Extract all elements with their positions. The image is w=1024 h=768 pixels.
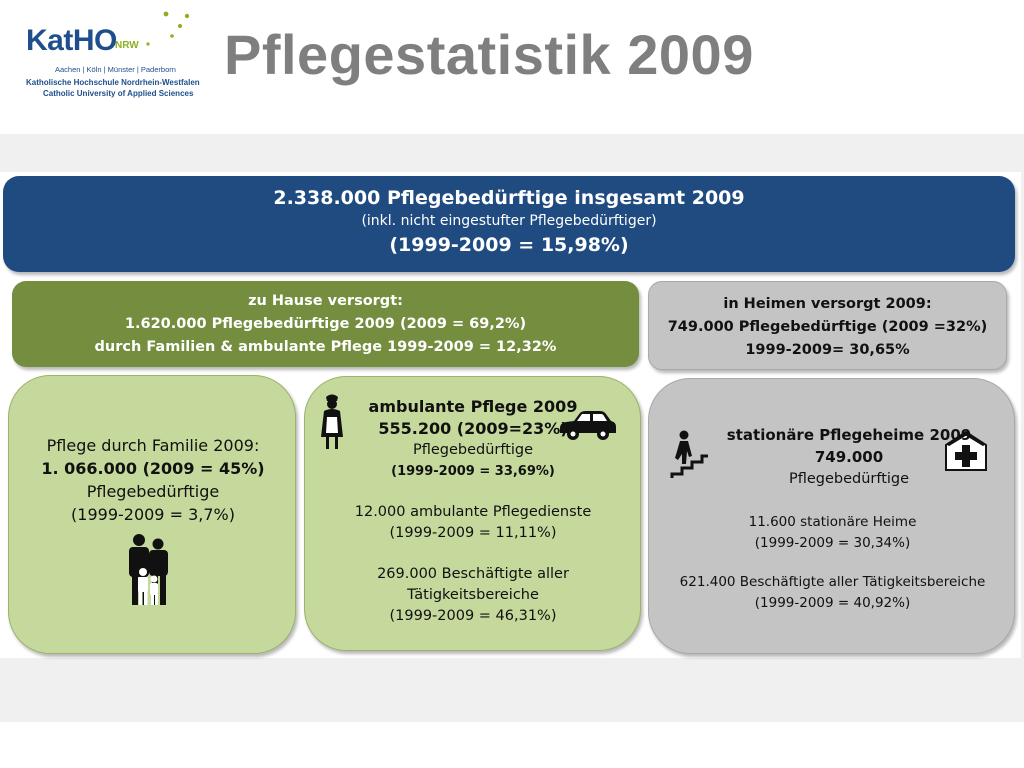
ambulant-text (323, 396, 623, 627)
ambulant-services: 12.000 ambulante Pflegedienste (354, 504, 592, 520)
home-line-2: 1.620.000 Pflegebedürftige 2009 (2009 = 69,2%) (124, 316, 527, 332)
homes-line-3: 1999-2009= 30,65% (745, 342, 910, 358)
home-line-1: zu Hause versorgt: (248, 293, 403, 309)
total-line-3: (1999-2009 = 15,98%) (389, 234, 629, 256)
family-line-1: Pflege durch Familie 2009: (46, 436, 260, 455)
stationary-head (689, 424, 1009, 490)
logo-line-2: Catholic University of Applied Sciences (43, 89, 194, 98)
stationary-homes: 11.600 stationäre Heime (748, 514, 917, 530)
logo-line-1: Katholische Hochschule Nordrhein-Westfalen (26, 78, 200, 87)
katho-logo (24, 8, 204, 104)
stationary-details (649, 512, 1016, 614)
stationary-title: stationäre Pflegeheime 2009 (726, 426, 972, 444)
logo-cities: Aachen | Köln | Münster | Paderborn (55, 65, 176, 74)
page-title: Pflegestatistik 2009 (224, 23, 754, 86)
family-care-box (8, 375, 296, 654)
logo-suffix: NRW (115, 40, 139, 51)
family-line-4: (1999-2009 = 3,7%) (71, 505, 235, 524)
ambulant-staff-2: Tätigkeitsbereiche (407, 587, 539, 603)
ambulant-change: (1999-2009 = 33,69%) (391, 464, 555, 479)
logo-wordmark: KatHO (26, 24, 117, 57)
stationary-homes-change: (1999-2009 = 30,34%) (754, 535, 911, 551)
total-line-1: 2.338.000 Pflegebedürftige insgesamt 2009 (273, 187, 745, 209)
homes-line-1: in Heimen versorgt 2009: (723, 296, 932, 312)
ambulant-unit: Pflegebedürftige (412, 442, 534, 458)
home-line-3: durch Familien & ambulante Pflege 1999-2009 = 12,32% (94, 339, 557, 355)
stationary-staff-change: (1999-2009 = 40,92%) (754, 595, 911, 611)
family-icon (127, 533, 171, 607)
stationary-staff: 621.400 Beschäftigte aller Tätigkeitsbereiche (679, 574, 986, 590)
total-box (3, 176, 1015, 272)
total-line-2: (inkl. nicht eingestufter Pflegebedürftiger) (361, 213, 657, 229)
ambulant-count: 555.200 (2009=23%) (378, 419, 568, 438)
ambulant-title: ambulante Pflege 2009 (368, 397, 578, 416)
family-text (9, 434, 297, 526)
ambulant-services-change: (1999-2009 = 11,11%) (389, 525, 557, 541)
ambulant-care-box (304, 376, 641, 651)
homes-line-2: 749.000 Pflegebedürftige (2009 =32%) (667, 319, 988, 335)
stationary-count: 749.000 (814, 448, 884, 466)
stationary-care-box (648, 378, 1015, 654)
family-line-2: 1. 066.000 (2009 = 45%) (41, 459, 265, 478)
stationary-unit: Pflegebedürftige (788, 471, 910, 487)
ambulant-staff: 269.000 Beschäftigte aller (377, 566, 569, 582)
home-care-box (12, 281, 639, 367)
ambulant-staff-change: (1999-2009 = 46,31%) (389, 608, 557, 624)
nursing-homes-box (648, 281, 1007, 370)
family-line-3: Pflegebedürftige (86, 482, 220, 501)
logo-dots-icon (142, 8, 202, 56)
